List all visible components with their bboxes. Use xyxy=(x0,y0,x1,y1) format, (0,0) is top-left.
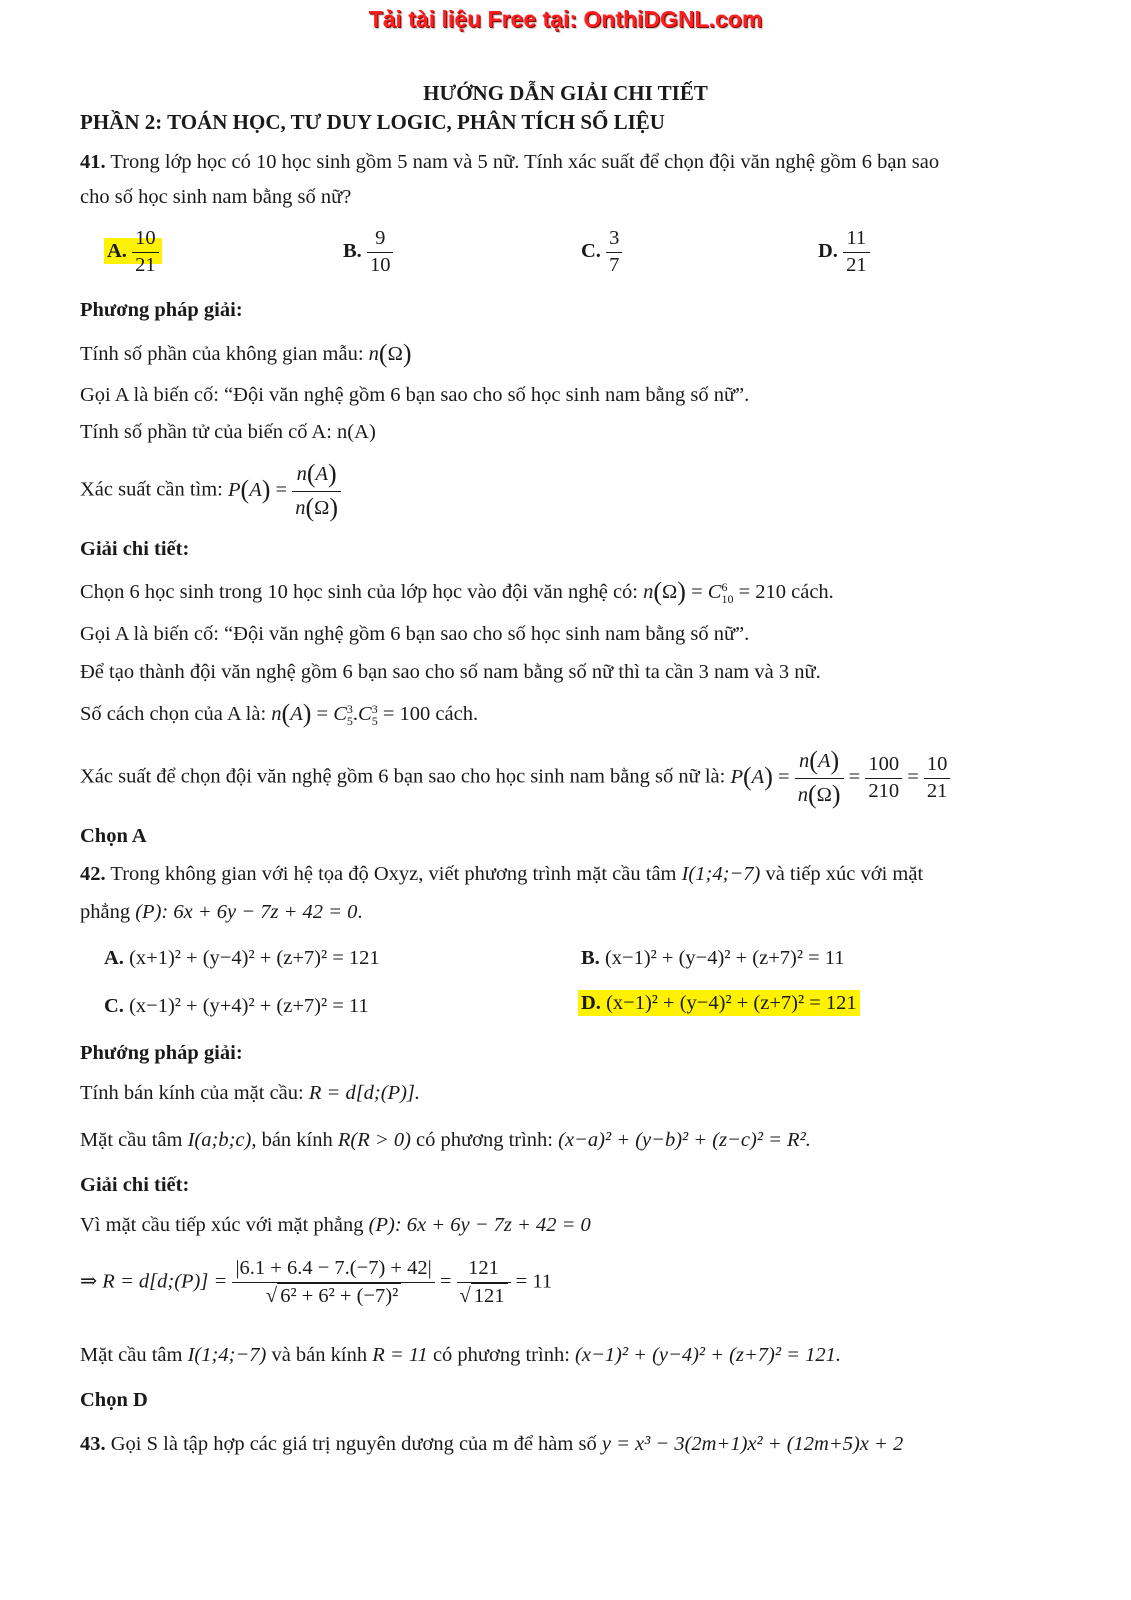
q42-m1-text: Tính bán kính của mặt cầu: xyxy=(80,1082,304,1104)
q42-s2-numerator2: 121 xyxy=(457,1256,511,1283)
q42-m2-center: I(a;b;c) xyxy=(187,1129,252,1151)
q43-expr: y = x³ − 3(2m+1)x² + (12m+5)x + 2 xyxy=(601,1433,904,1455)
q42-s3-expr: (x−1)² + (y−4)² + (z+7)² = 121. xyxy=(575,1344,841,1366)
q42-s2-denominator: 6² + 6² + (−7)² xyxy=(277,1283,401,1310)
q41-option-b xyxy=(343,226,393,278)
option-numerator: 3 xyxy=(606,226,622,253)
q41-probability-formula: P(A) = $\frac{n(A)}{n(\Omega)}$ xyxy=(228,479,341,501)
q42-text1-end: và tiếp xúc với mặt xyxy=(765,863,924,885)
q42-s2-fraction2: $\frac{121}{√ 121}$ xyxy=(457,1256,511,1309)
q42-option-a xyxy=(104,947,380,970)
option-denominator: 10 xyxy=(369,253,391,276)
q41-s5-den1: 210 xyxy=(868,779,900,802)
q42-s3a: Mặt cầu tâm xyxy=(80,1344,183,1366)
q41-solution-line5 xyxy=(80,745,950,811)
q42-solution-line2: ⇒ R = d[d;(P)] = $\frac{|6.1 + 6.4 - 7.(-7) + 42|}{\text{√ 6² + 6² + (−7)²}}$ = $\frac{121}{√ 121}$ = 11 xyxy=(80,1256,552,1309)
q42-answer: Chọn D xyxy=(80,1389,148,1411)
q42-s2-lhs: ⇒ R = d[d;(P)] = xyxy=(80,1270,228,1293)
q42-s1-text: Vì mặt cầu tiếp xúc với mặt phẳng xyxy=(80,1214,364,1236)
q42-s2-numerator: |6.1 + 6.4 − 7.(−7) + 42| xyxy=(232,1256,434,1283)
q41-s4-formula: n(A) = C 3 5 .C 3 5 xyxy=(271,699,378,729)
q42-m2-radius: R(R > 0) xyxy=(337,1129,411,1151)
q42-text-line1 xyxy=(80,862,923,887)
q41-solution-heading: Giải chi tiết: xyxy=(80,538,190,560)
q41-solution-line1 xyxy=(80,576,834,607)
option-expression: (x+1)² + (y−4)² + (z+7)² = 121 xyxy=(129,947,380,969)
q41-method-line2: Gọi A là biến cố: “Đội văn nghệ gồm 6 bạn sao cho số học sinh nam bằng số nữ”. xyxy=(80,384,750,406)
q41-s5-num1: 100 xyxy=(865,752,902,779)
q42-solution-line1 xyxy=(80,1213,591,1238)
q42-s3c: có phương trình: xyxy=(432,1344,570,1366)
q41-s4-end: cách. xyxy=(435,703,479,725)
q42-text1: Trong không gian với hệ tọa độ Oxyz, viết phương trình mặt cầu tâm xyxy=(110,863,677,885)
q41-solution-line2: Gọi A là biến cố: “Đội văn nghệ gồm 6 bạn sao cho số học sinh nam bằng số nữ”. xyxy=(80,623,750,645)
q42-option-d xyxy=(578,992,860,1015)
q41-text1: Trong lớp học có 10 học sinh gồm 5 nam và 5 nữ. Tính xác suất để chọn đội văn nghệ gồm 6 bạn sao xyxy=(110,151,940,173)
q42-m1-expr: R = d[d;(P)]. xyxy=(308,1082,421,1104)
q41-s4-text: Số cách chọn của A là: xyxy=(80,703,267,725)
q43-text-line1 xyxy=(80,1432,903,1457)
q41-m1-text: Tính số phần của không gian mẫu: xyxy=(80,343,364,365)
part-heading: PHẦN 2: TOÁN HỌC, TƯ DUY LOGIC, PHÂN TÍCH SỐ LIỆU xyxy=(80,110,665,134)
q42-method-heading: Phướng pháp giải: xyxy=(80,1042,243,1064)
q43-number: 43. xyxy=(80,1433,106,1455)
q42-m2-expr: (x−a)² + (y−b)² + (z−c)² = R². xyxy=(558,1129,811,1151)
q41-s5-formula: P(A) = $\frac{n(A)}{n(\Omega)}$ = $\frac{100}{210}$ = $\frac{10}{21}$ xyxy=(730,766,950,788)
option-denominator: 21 xyxy=(135,253,156,276)
option-label: A. xyxy=(107,239,127,262)
option-label: C. xyxy=(581,239,601,262)
q41-solution-line4 xyxy=(80,698,478,729)
q42-method-line2 xyxy=(80,1128,811,1153)
q41-answer: Chọn A xyxy=(80,825,147,847)
option-label: D. xyxy=(581,992,601,1014)
option-denominator: 21 xyxy=(846,253,867,276)
q42-solution-heading: Giải chi tiết: xyxy=(80,1174,190,1196)
q41-option-a xyxy=(104,226,162,278)
q41-option-c xyxy=(581,226,622,278)
q41-s4-value: = 100 xyxy=(382,703,431,725)
q41-omega-formula: n(Ω) xyxy=(368,339,412,368)
q41-method-line1 xyxy=(80,338,412,369)
q42-option-b xyxy=(581,947,845,970)
q41-method-line4 xyxy=(80,458,341,524)
option-label: D. xyxy=(818,239,838,262)
option-denominator: 7 xyxy=(609,253,620,276)
q43-text: Gọi S là tập hợp các giá trị nguyên dương của m để hàm số xyxy=(110,1433,597,1455)
q42-text-line2: phẳng (P): 6x + 6y − 7z + 42 = 0. xyxy=(80,901,363,923)
q42-s3-radius: R = 11 xyxy=(372,1344,428,1366)
q42-s2-fraction1: $\frac{|6.1 + 6.4 - 7.(-7) + 42|}{\text{√ 6² + 6² + (−7)²}}$ xyxy=(232,1256,434,1309)
page-title: HƯỚNG DẪN GIẢI CHI TIẾT xyxy=(423,81,708,105)
q41-s5-text: Xác suất để chọn đội văn nghệ gồm 6 bạn sao cho học sinh nam bằng số nữ là: xyxy=(80,765,726,788)
q41-s1-text: Chọn 6 học sinh trong 10 học sinh của lớp học vào đội văn nghệ có: xyxy=(80,581,638,603)
option-numerator: 10 xyxy=(132,226,159,253)
q41-text2: cho số học sinh nam bằng số nữ? xyxy=(80,186,352,208)
q41-s5-num2: 10 xyxy=(924,752,951,779)
option-expression: (x−1)² + (y−4)² + (z+7)² = 11 xyxy=(604,947,845,969)
option-numerator: 11 xyxy=(843,226,870,253)
option-label: B. xyxy=(343,239,362,262)
option-label: A. xyxy=(104,947,124,969)
option-expression: (x−1)² + (y+4)² + (z+7)² = 11 xyxy=(129,995,369,1017)
q42-s1-plane: (P): 6x + 6y − 7z + 42 = 0 xyxy=(368,1214,591,1236)
q41-number: 41. xyxy=(80,151,106,173)
q41-text-line1 xyxy=(80,150,939,175)
q42-number: 42. xyxy=(80,863,106,885)
q42-s2-end: = 11 xyxy=(515,1270,553,1293)
q41-method-line3: Tính số phần tử của biến cố A: n(A) xyxy=(80,421,376,443)
q42-s3-center: I(1;4;−7) xyxy=(187,1344,267,1366)
q41-s1-end: cách. xyxy=(791,581,834,603)
q42-option-c xyxy=(104,995,369,1018)
q42-plane: (P): 6x + 6y − 7z + 42 = 0 xyxy=(135,901,358,923)
q42-center: I(1;4;−7) xyxy=(681,863,761,885)
q41-s5-den2: 21 xyxy=(926,779,948,802)
q42-s3b: và bán kính xyxy=(271,1344,368,1366)
q42-solution-line3 xyxy=(80,1343,841,1368)
q41-method-heading: Phương pháp giải: xyxy=(80,299,243,321)
q41-s1-formula: n(Ω) = C 6 10 xyxy=(643,577,734,607)
q41-solution-line3: Để tạo thành đội văn nghệ gồm 6 bạn sao cho số nam bằng số nữ thì ta cần 3 nam và 3 nữ. xyxy=(80,661,821,683)
q41-option-d xyxy=(818,226,870,278)
q42-text2: phẳng xyxy=(80,901,131,923)
q41-option-a-highlight xyxy=(104,227,162,276)
q42-s2-denominator2: 121 xyxy=(471,1283,508,1310)
option-numerator: 9 xyxy=(367,226,394,253)
download-banner[interactable]: Tải tài liệu Free tại: OnthiDGNL.com xyxy=(368,6,763,32)
q42-m2a: Mặt cầu tâm xyxy=(80,1129,183,1151)
q42-method-line1 xyxy=(80,1081,420,1106)
q42-option-d-highlight xyxy=(578,990,860,1016)
q42-m2b: , bán kính xyxy=(251,1129,333,1151)
option-expression: (x−1)² + (y−4)² + (z+7)² = 121 xyxy=(606,992,857,1014)
q41-s1-value: = 210 xyxy=(738,581,787,603)
q42-m2c: có phương trình: xyxy=(416,1129,553,1151)
q41-m4-text: Xác suất cần tìm: xyxy=(80,478,223,501)
option-label: B. xyxy=(581,947,600,969)
option-label: C. xyxy=(104,995,124,1017)
